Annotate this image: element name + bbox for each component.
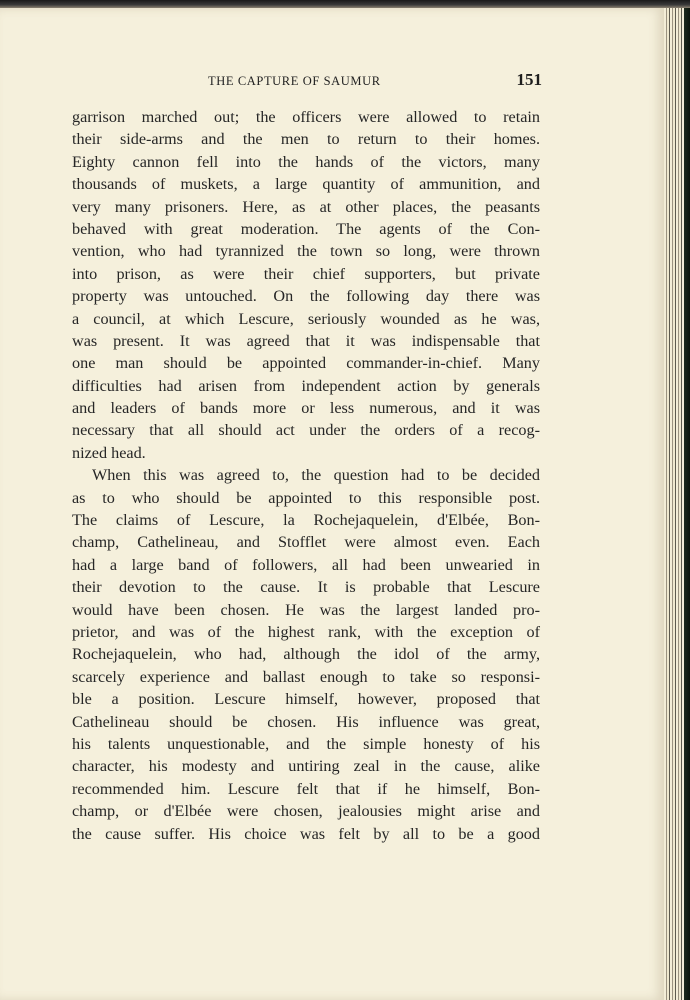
text-line: behaved with great moderation. The agents of the Con- — [72, 219, 540, 238]
text-line: thousands of muskets, a large quantity of ammunition, and — [72, 175, 540, 194]
page-edges — [664, 8, 690, 1000]
text-line: When this was agreed to, the question had to be decided — [92, 466, 540, 485]
body-text — [72, 106, 540, 845]
book-top-edge — [0, 0, 690, 8]
text-line: very many prisoners. Here, as at other places, the peasants — [72, 197, 540, 216]
text-line: his talents unquestionable, and the simple honesty of his — [72, 734, 540, 753]
text-line: difficulties had arisen from independent action by generals — [72, 376, 540, 395]
text-line: garrison marched out; the officers were allowed to retain — [72, 108, 540, 126]
text-line: Cathelineau should be chosen. His influence was great, — [72, 712, 540, 731]
text-line: Eighty cannon fell into the hands of the victors, many — [72, 152, 540, 171]
text-line: vention, who had tyrannized the town so long, were thrown — [72, 242, 540, 261]
text-line: scarcely experience and ballast enough to take so responsi- — [72, 667, 540, 686]
text-line: the cause suffer. His choice was felt by all to be a good — [72, 824, 540, 843]
text-line: character, his modesty and untiring zeal in the cause, alike — [72, 757, 540, 776]
text-line: nized head. — [72, 443, 146, 462]
running-title: THE CAPTURE OF SAUMUR — [208, 74, 381, 88]
page-number: 151 — [516, 70, 542, 89]
text-line: as to who should be appointed to this responsible post. — [72, 488, 540, 507]
text-line: was present. It was agreed that it was indispensable that — [72, 331, 540, 350]
text-line: their side-arms and the men to return to their homes. — [72, 130, 540, 149]
text-line: ble a position. Lescure himself, however, proposed that — [72, 690, 540, 709]
text-line: Rochejaquelein, who had, although the idol of the army, — [72, 645, 540, 664]
text-line: property was untouched. On the following day there was — [72, 287, 540, 306]
text-line: one man should be appointed commander-in-chief. Many — [72, 354, 540, 373]
text-line: champ, or d'Elbée were chosen, jealousies might arise and — [72, 802, 540, 821]
text-line: The claims of Lescure, la Rochejaquelein, d'Elbée, Bon- — [72, 511, 540, 530]
text-line: necessary that all should act under the orders of a recog- — [72, 421, 540, 440]
text-line: had a large band of followers, all had been unwearied in — [72, 555, 540, 574]
text-line: and leaders of bands more or less numerous, and it was — [72, 399, 540, 418]
page-header — [72, 68, 542, 94]
text-line: a council, at which Lescure, seriously wounded as he was, — [72, 309, 540, 328]
text-line: into prison, as were their chief supporters, but private — [72, 264, 540, 283]
text-line: would have been chosen. He was the largest landed pro- — [72, 600, 540, 619]
text-line: champ, Cathelineau, and Stofflet were almost even. Each — [72, 533, 540, 552]
text-line: recommended him. Lescure felt that if he himself, Bon- — [72, 779, 540, 798]
text-line: prietor, and was of the highest rank, with the exception of — [72, 622, 540, 641]
text-line: their devotion to the cause. It is probable that Lescure — [72, 578, 540, 597]
